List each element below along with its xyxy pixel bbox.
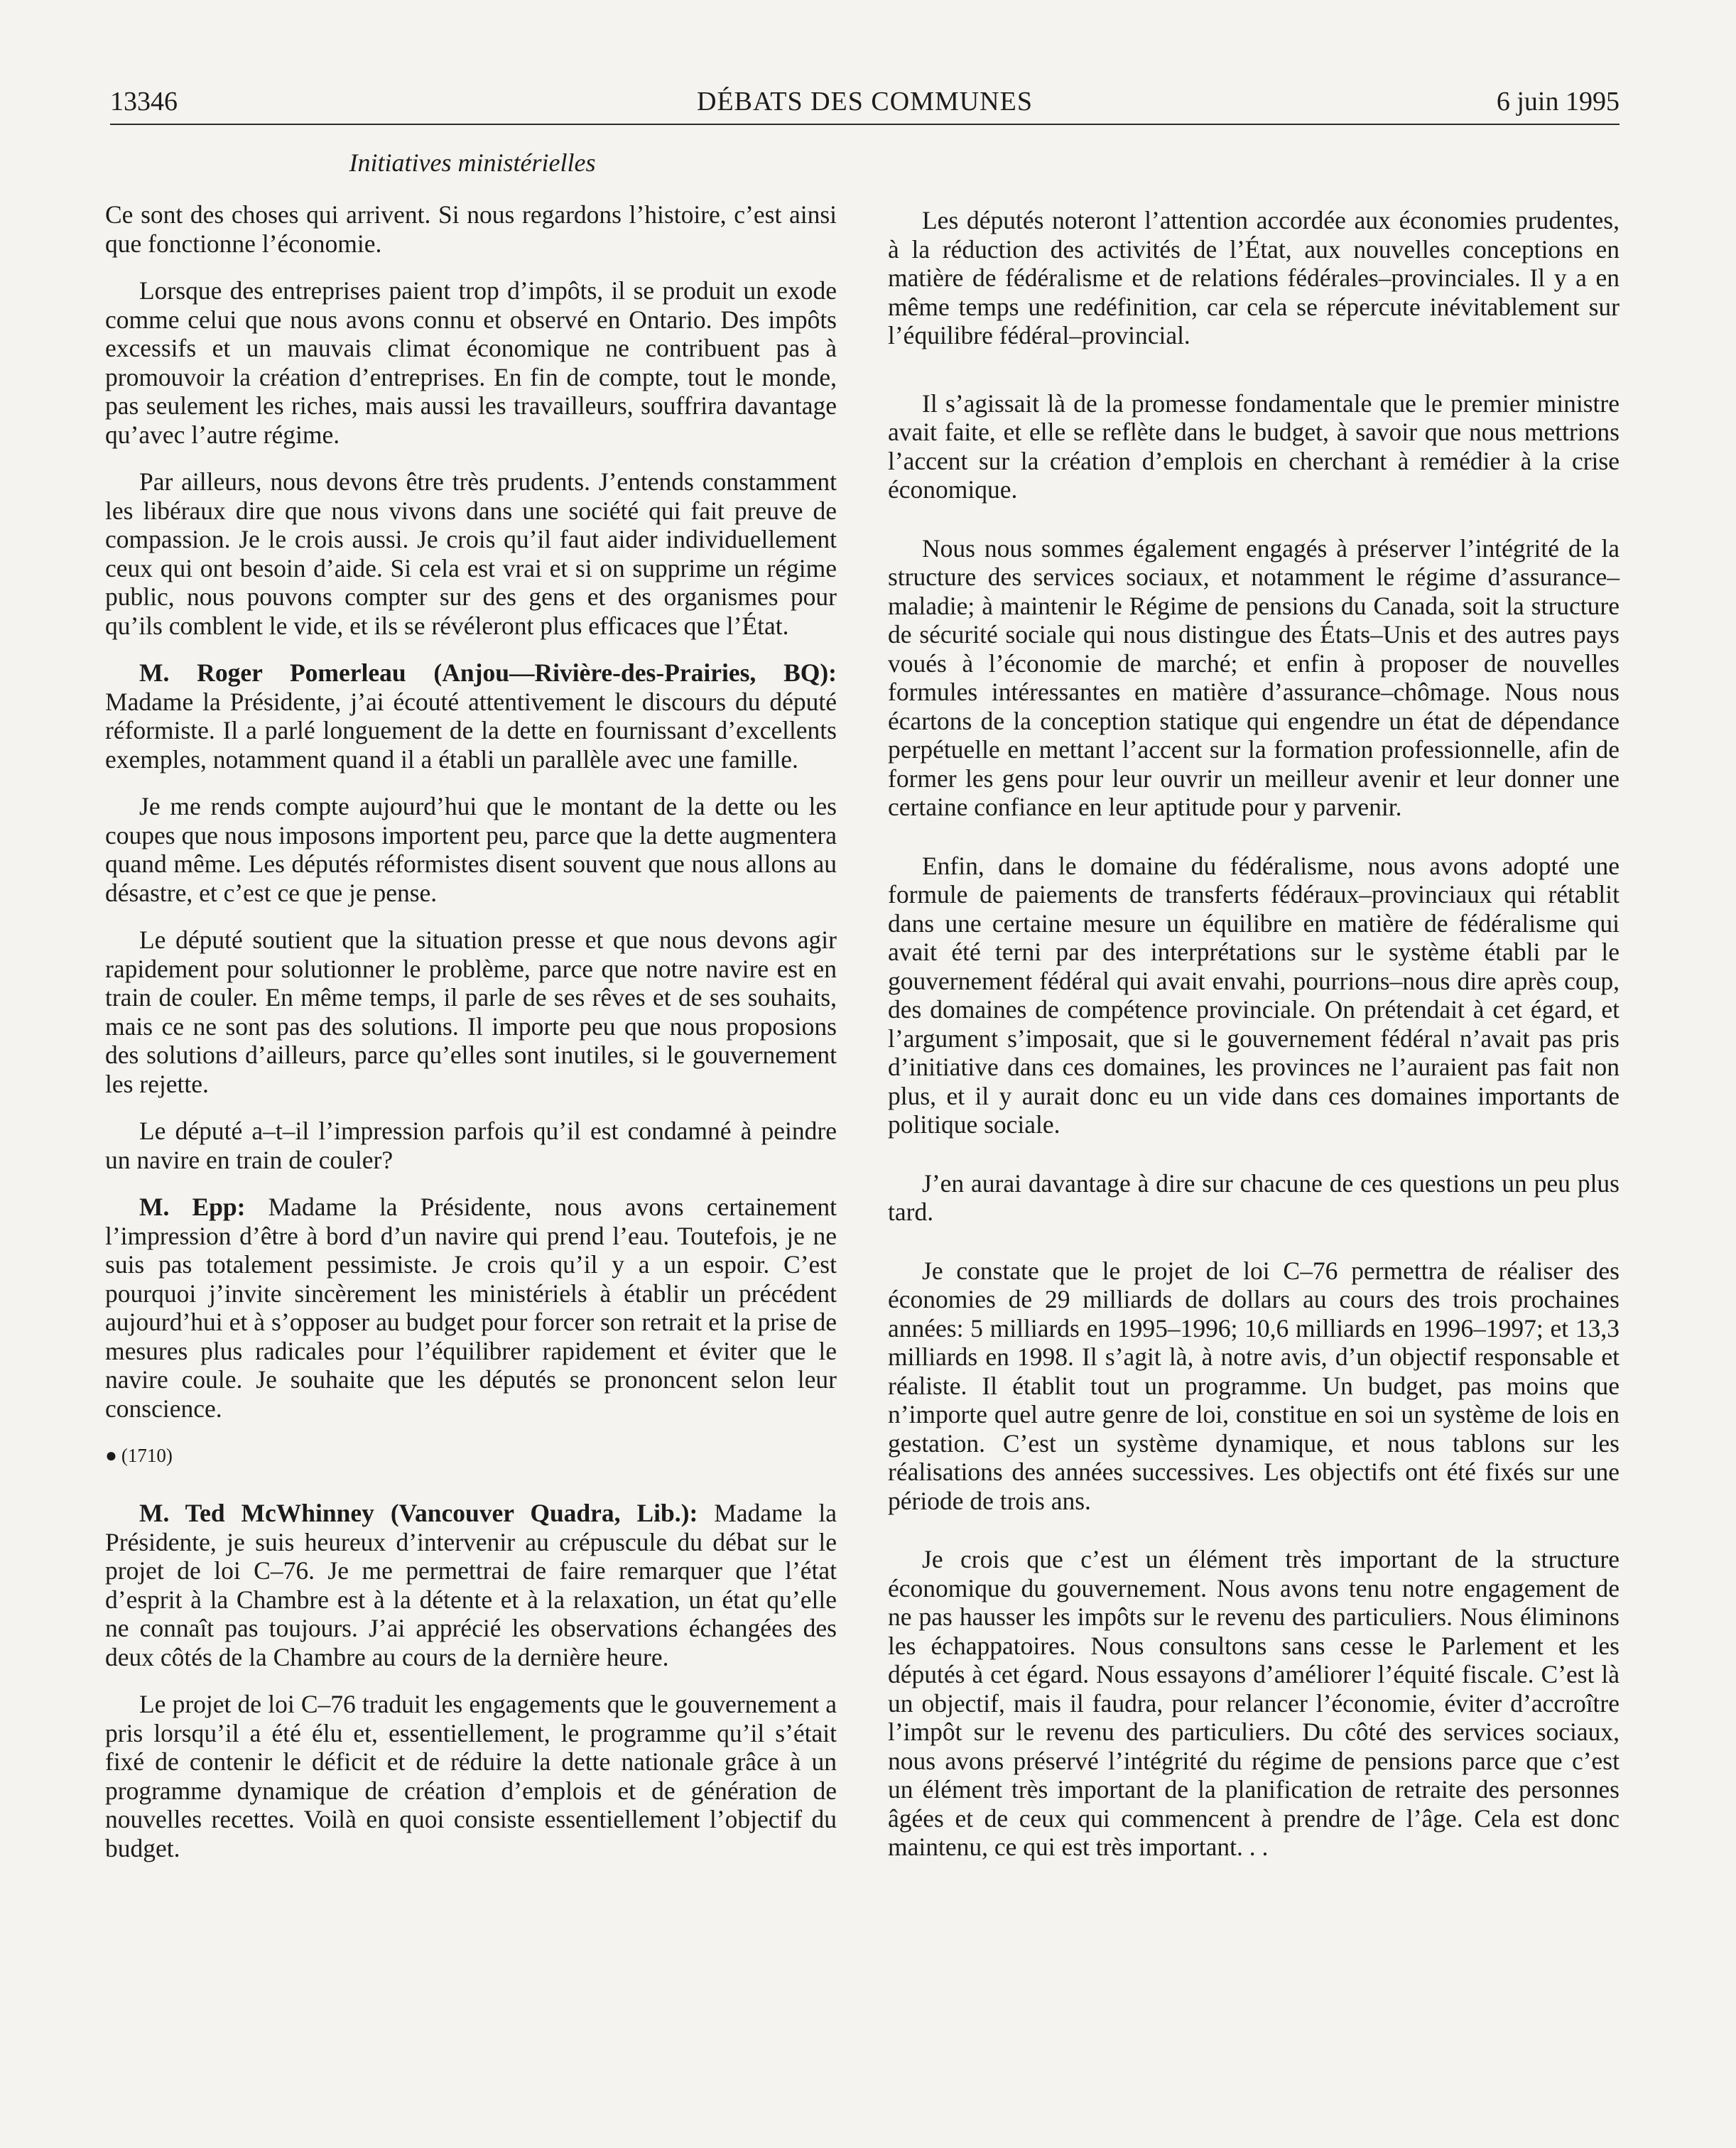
- paragraph: Il s’agissait là de la promesse fondamentale que le premier ministre avait faite, et elle se reflète dans le budget, à savoir que nous mettrions l’accent sur la création d’emplois en cherchant à remédier à la crise économique.: [888, 389, 1620, 504]
- publication-date: 6 juin 1995: [1496, 87, 1620, 116]
- section-title: Initiatives ministérielles: [349, 148, 596, 177]
- speech-text: Madame la Présidente, j’ai écouté attentivement le discours du député réformiste. Il a parlé longuement de la dette en fournissant d’excellents exemples, notamment quand il a établi un parallèle avec une famille.: [105, 687, 837, 774]
- paragraph: Je me rends compte aujourd’hui que le montant de la dette ou les coupes que nous imposons importent peu, parce que la dette augmentera quand même. Les députés réformistes disent souvent que nous allons au désastre, et c’est ce que je pense.: [105, 792, 837, 907]
- paragraph: J’en aurai davantage à dire sur chacune de ces questions un peu plus tard.: [888, 1168, 1620, 1226]
- timestamp-text: (1710): [121, 1445, 173, 1466]
- timestamp: [105, 1441, 837, 1470]
- bullet-icon: ●: [105, 1445, 117, 1467]
- speaker-name: M. Roger Pomerleau (Anjou—Rivière-des-Prairies, BQ):: [139, 658, 837, 687]
- paragraph: Enfin, dans le domaine du fédéralisme, nous avons adopté une formule de paiements de transferts fédéraux–provinciaux qui rétablit dans une certaine mesure un équilibre en matière de fédéralisme qui avait été terni par des interprétations sur le système établi par le gouvernement fédéral qui avait envahi, pourrions–nous dire après coup, des domaines de compétence provinciale. On prétendait à cet égard, et l’argument s’imposait, que si le gouvernement fédéral n’avait pas pris d’initiative dans ces domaines, les provinces ne l’auraient pas fait non plus, et il y aurait donc eu un vide dans ces domaines importants de politique sociale.: [888, 851, 1620, 1139]
- paragraph: Le député a–t–il l’impression parfois qu’il est condamné à peindre un navire en train de couler?: [105, 1117, 837, 1174]
- paragraph: Je crois que c’est un élément très important de la structure économique du gouvernement. Nous avons tenu notre engagement de ne pas hausser les impôts sur le revenu des particuliers. Nous éliminons les échappatoires. Nous consultons sans cesse le Parlement et les députés à cet égard. Nous essayons d’améliorer l’équité fiscale. C’est là un objectif, mais il faudra, pour relancer l’économie, éviter d’accroître l’impôt sur le revenu des particuliers. Du côté des services sociaux, nous avons préservé l’intégrité du régime de pensions parce que c’est un élément très important de la planification de retraite des personnes âgées et de ceux qui commencent à prendre de l’âge. Cela est donc maintenu, ce qui est très important. . .: [888, 1545, 1620, 1861]
- left-column: [105, 200, 837, 1881]
- paragraph: Le député soutient que la situation presse et que nous devons agir rapidement pour solutionner le problème, parce que notre navire est en train de couler. En même temps, il parle de ses rêves et de ses souhaits, mais ce ne sont pas des solutions. Il importe peu que nous proposions des solutions d’ailleurs, parce qu’elles sont inutiles, si le gouvernement les rejette.: [105, 926, 837, 1098]
- speech-paragraph: [105, 1193, 837, 1423]
- page-number: 13346: [110, 87, 178, 116]
- paragraph: Lorsque des entreprises paient trop d’impôts, il se produit un exode comme celui que nous avons connu et observé en Ontario. Des impôts excessifs et un mauvais climat économique ne contribuent pas à promouvoir la création d’entreprises. En fin de compte, tout le monde, pas seulement les riches, mais aussi les travailleurs, souffrira davantage qu’avec l’autre régime.: [105, 276, 837, 449]
- page-header: [110, 80, 1620, 125]
- paragraph: Le projet de loi C–76 traduit les engagements que le gouvernement a pris lorsqu’il a été élu et, essentiellement, le programme qu’il s’était fixé de contenir le déficit et de réduire la dette nationale grâce à un programme dynamique de création d’emplois et de génération de nouvelles recettes. Voilà en quoi consiste essentiellement l’objectif du budget.: [105, 1690, 837, 1862]
- speech-text: Madame la Présidente, je suis heureux d’intervenir au crépuscule du débat sur le projet de loi C–76. Je me permettrai de faire remarquer que l’état d’esprit à la Chambre est à la détente et à la relaxation, un état qu’elle ne connaît pas toujours. J’ai apprécié les observations échangées des deux côtés de la Chambre au cours de la dernière heure.: [105, 1499, 837, 1671]
- paragraph: Par ailleurs, nous devons être très prudents. J’entends constamment les libéraux dire que nous vivons dans une société qui fait preuve de compassion. Je le crois aussi. Je crois qu’il faut aider individuellement ceux qui ont besoin d’aide. Si cela est vrai et si on supprime un régime public, nous pouvons compter sur des gens et des organismes pour qu’ils comblent le vide, et ils se révéleront plus efficaces que l’État.: [105, 467, 837, 640]
- paragraph: Les députés noteront l’attention accordée aux économies prudentes, à la réduction des activités de l’État, aux nouvelles conceptions en matière de fédéralisme et de relations fédérales–provinciales. Il y a en même temps une redéfinition, car cela se répercute inévitablement sur l’équilibre fédéral–provincial.: [888, 206, 1620, 349]
- publication-title: DÉBATS DES COMMUNES: [697, 87, 1033, 116]
- paragraph: Je constate que le projet de loi C–76 permettra de réaliser des économies de 29 milliards de dollars au cours des trois prochaines années: 5 milliards en 1995–1996; 10,6 milliards en 1996–1997; et 13,3 milliards en 1998. Il s’agit là, à notre avis, d’un objectif responsable et réaliste. Il établit tout un programme. Un budget, pas moins que n’importe quel autre genre de loi, constitue en soi un système de lois en gestation. C’est un système dynamique, et nous tablons sur les réalisations des années successives. Les objectifs ont été fixés sur une période de trois ans.: [888, 1256, 1620, 1515]
- paragraph: Ce sont des choses qui arrivent. Si nous regardons l’histoire, c’est ainsi que fonctionne l’économie.: [105, 200, 837, 258]
- speech-paragraph: [105, 1499, 837, 1671]
- speech-text: Madame la Présidente, nous avons certainement l’impression d’être à bord d’un navire qui prend l’eau. Toutefois, je ne suis pas totalement pessimiste. Je crois qu’il y a un espoir. C’est pourquoi j’invite sincèrement les ministériels à établir un précédent aujourd’hui et à s’opposer au budget pour forcer son retrait et la prise de mesures plus radicales pour l’équilibrer rapidement et éviter que le navire coule. Je souhaite que les députés se prononcent selon leur conscience.: [105, 1193, 837, 1423]
- paragraph: Nous nous sommes également engagés à préserver l’intégrité de la structure des services sociaux, et notamment le régime d’assurance–maladie; à maintenir le Régime de pensions du Canada, soit la structure de sécurité sociale qui nous distingue des États–Unis et des autres pays voués à l’économie de marché; et enfin à proposer de nouvelles formules intéressantes en matière d’assurance–chômage. Nous nous écartons de la conception statique qui engendre un état de dépendance perpétuelle en mettant l’accent sur la formation professionnelle, afin de former les gens pour leur ouvrir un meilleur avenir et leur donner une certaine confiance en leur aptitude pour y parvenir.: [888, 533, 1620, 821]
- speech-paragraph: [105, 658, 837, 774]
- speaker-name: M. Ted McWhinney (Vancouver Quadra, Lib.):: [139, 1499, 698, 1527]
- speaker-name: M. Epp:: [139, 1193, 246, 1221]
- right-column: [888, 206, 1620, 1892]
